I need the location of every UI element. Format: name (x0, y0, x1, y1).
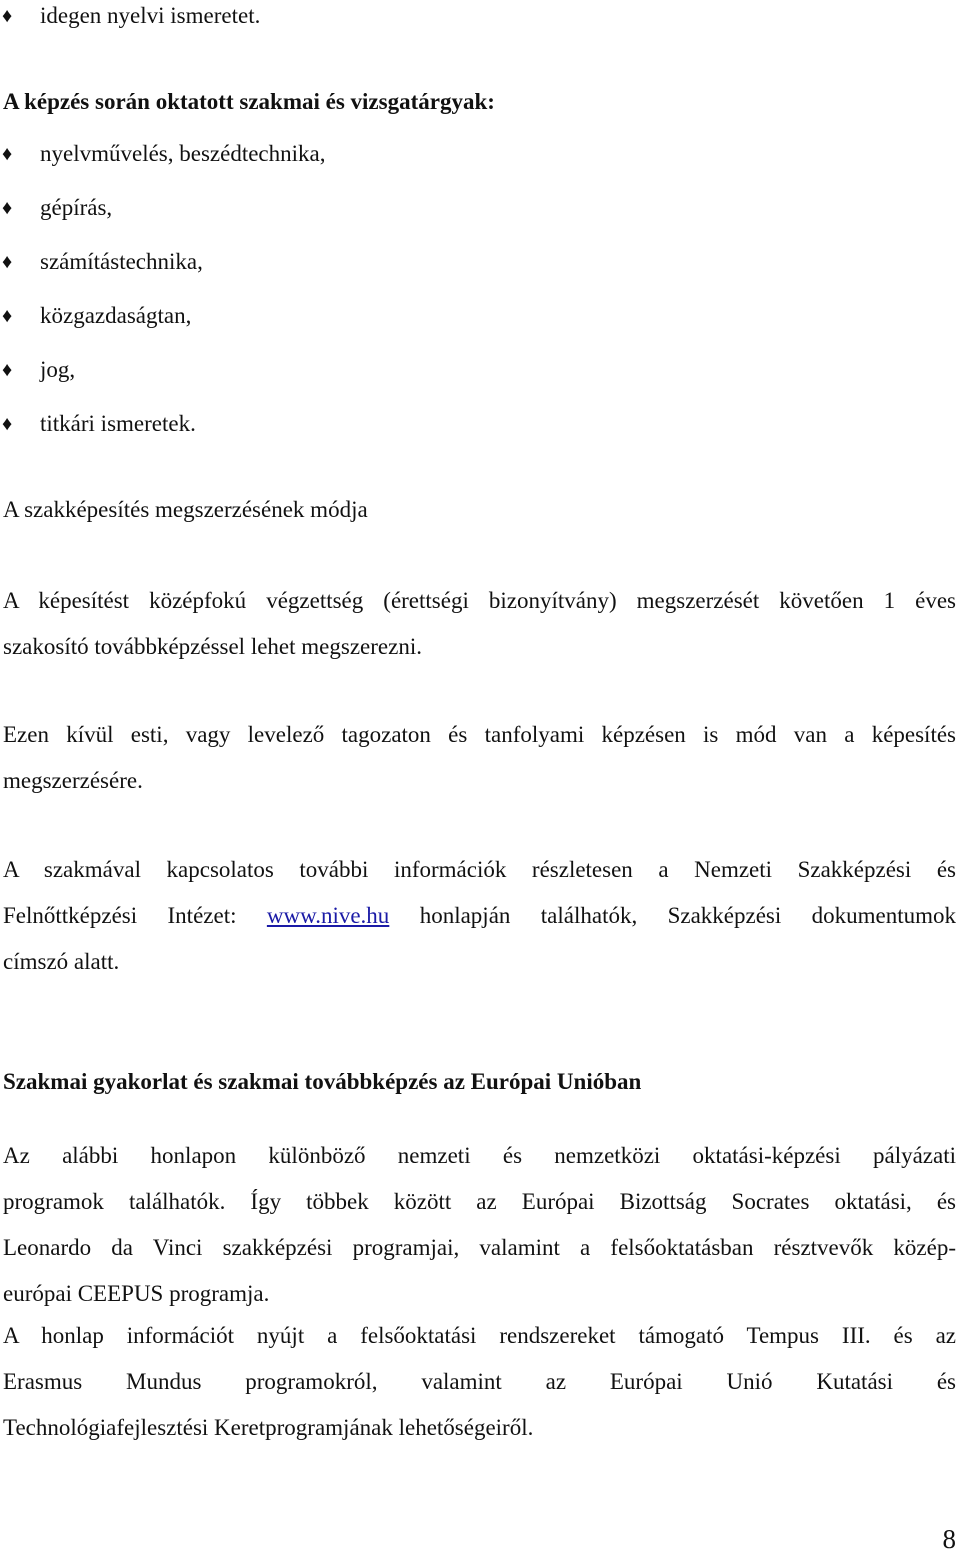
eu-programs-paragraph (3, 1133, 956, 1317)
paragraph-line: Leonardo da Vinci szakképzési programjai, valamint a felsőoktatásban résztvevők közép- (3, 1235, 956, 1260)
list-item-text: nyelvművelés, beszédtechnika, (40, 141, 326, 166)
page-number: 8 (942, 1524, 956, 1554)
tempus-paragraph (3, 1313, 956, 1451)
paragraph-line: A szakmával kapcsolatos további információk részletesen a Nemzeti Szakképzési és (3, 857, 956, 882)
paragraph-line: Az alábbi honlapon különböző nemzeti és nemzetközi oktatási-képzési pályázati (3, 1143, 956, 1168)
diamond-bullet-icon: ♦ (2, 143, 13, 165)
list-item-text: gépírás, (40, 195, 113, 220)
diamond-bullet-icon: ♦ (2, 413, 13, 435)
evening-course-paragraph (3, 712, 956, 804)
link-suffix-text: honlapján találhatók, Szakképzési dokumentumok (419, 903, 957, 928)
paragraph-line: megszerzésére. (3, 768, 143, 793)
list-item-text: jog, (40, 357, 76, 382)
paragraph-line: Technológiafejlesztési Keretprogramjának lehetőségeiről. (3, 1415, 534, 1440)
qualification-heading: A szakképesítés megszerzésének módja (3, 497, 368, 522)
paragraph-line: A honlap információt nyújt a felsőoktatási rendszereket támogató Tempus III. és az (3, 1323, 956, 1348)
paragraph-line: címszó alatt. (3, 949, 120, 974)
list-item-text: titkári ismeretek. (40, 411, 196, 436)
eu-section-heading: Szakmai gyakorlat és szakmai továbbképzés az Európai Unióban (3, 1069, 642, 1094)
subjects-heading: A képzés során oktatott szakmai és vizsgatárgyak: (3, 89, 495, 114)
diamond-bullet-icon: ♦ (2, 197, 13, 219)
diamond-bullet-icon: ♦ (2, 5, 13, 27)
list-item-text: számítástechnika, (40, 249, 203, 274)
more-info-paragraph (3, 847, 956, 985)
paragraph-line: Ezen kívül esti, vagy levelező tagozaton és tanfolyami képzésen is mód van a képesítés (3, 722, 956, 747)
nive-website-link[interactable]: www.nive.hu (266, 903, 390, 928)
paragraph-line: európai CEEPUS programja. (3, 1281, 270, 1306)
qualification-paragraph (3, 578, 956, 670)
list-item-text: közgazdaságtan, (40, 303, 192, 328)
diamond-bullet-icon: ♦ (2, 305, 13, 327)
paragraph-line-with-link (3, 893, 956, 939)
link-prefix-text: Felnőttképzési Intézet: (3, 903, 237, 928)
paragraph-line: A képesítést középfokú végzettség (érettségi bizonyítvány) megszerzését követően 1 éves (3, 588, 956, 613)
paragraph-line: programok találhatók. Így többek között az Európai Bizottság Socrates oktatási, és (3, 1189, 956, 1214)
paragraph-line: Erasmus Mundus programokról, valamint az Európai Unió Kutatási és (3, 1369, 956, 1394)
list-item-text: idegen nyelvi ismeretet. (40, 3, 261, 28)
paragraph-line: szakosító továbbképzéssel lehet megszerezni. (3, 634, 422, 659)
diamond-bullet-icon: ♦ (2, 251, 13, 273)
diamond-bullet-icon: ♦ (2, 359, 13, 381)
